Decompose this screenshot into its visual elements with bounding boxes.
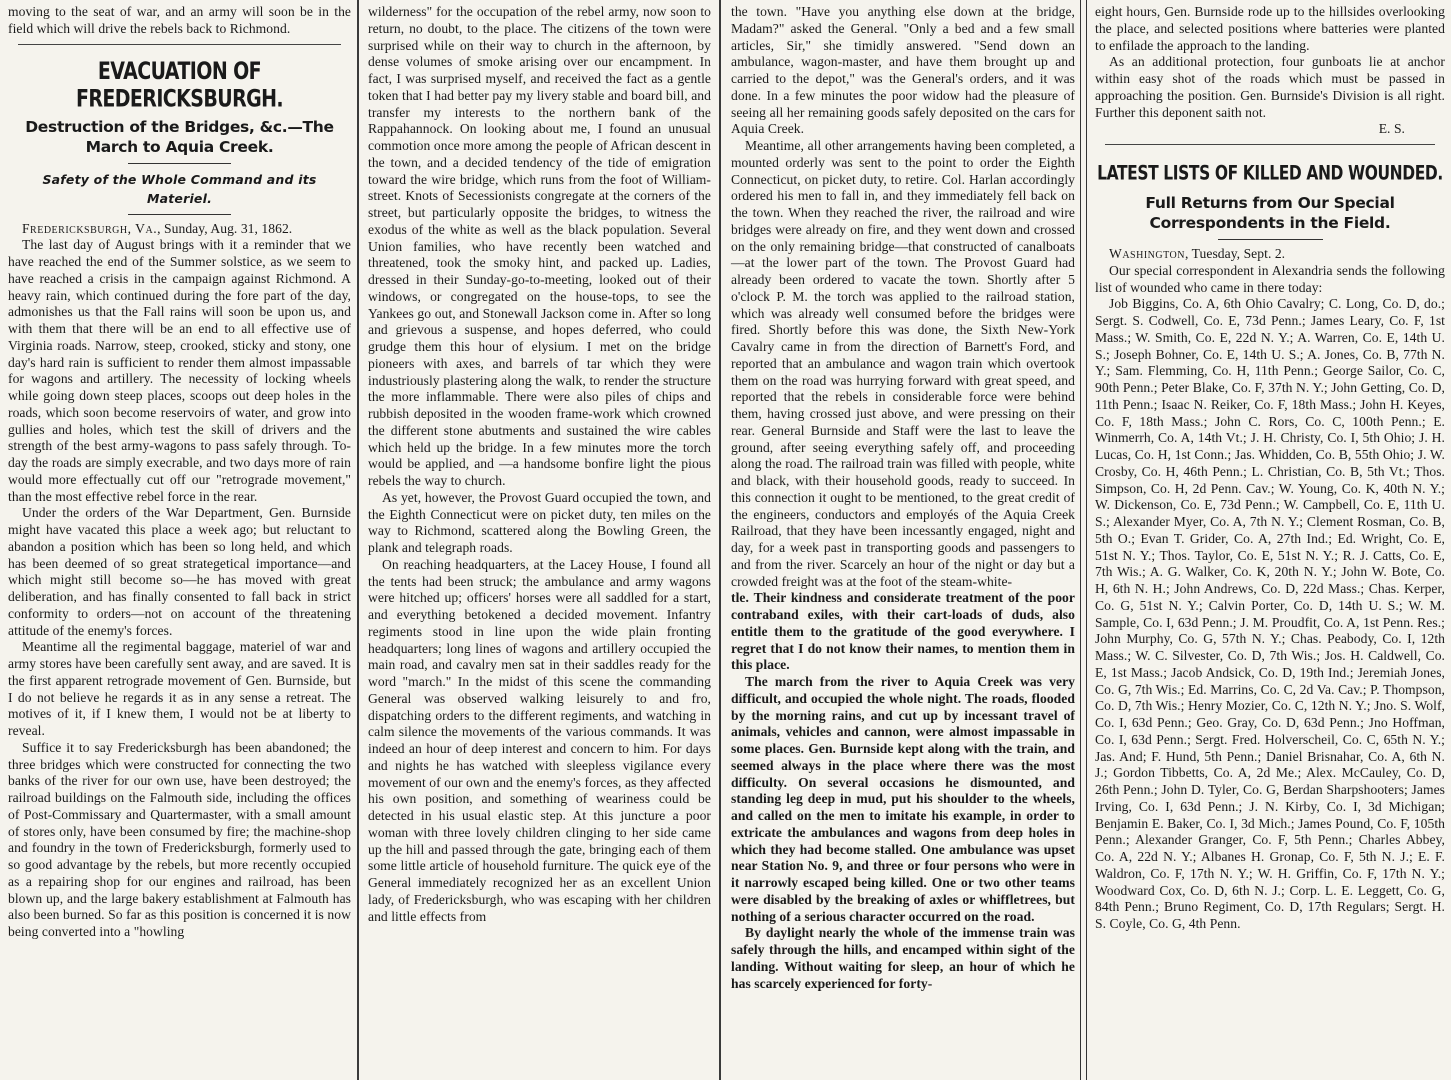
article-headline: EVACUATION OF FREDERICKSBURGH. <box>75 57 284 112</box>
article-paragraph: Under the orders of the War Department, Gen. Burnside might have vacated this place a week ago; but reluctant to abandon a position which has been so long held, and which has been deemed of so great strategetical importance—and which might still become so—he has moved with great deliberation, and has finally consented to fall back in strict conformity to orders—not on account of the threatening attitude of the enemy's forces. <box>8 505 351 638</box>
dateline <box>8 221 351 238</box>
article-paragraph: Our special correspondent in Alexandria sends the following list of wounded who came in there today: <box>1095 262 1445 295</box>
dateline <box>1095 246 1445 263</box>
deck-rule <box>1218 239 1323 240</box>
article-paragraph: As an additional protection, four gunboats lie at anchor within easy shot of the roads which must be passed in approaching the position. Gen. Burnside's Division is all right. Further this deponent saith not. <box>1095 54 1445 120</box>
column-rule-double <box>1080 0 1087 1080</box>
article-paragraph: Suffice it to say Fredericksburgh has been abandoned; the three bridges which were constructed for connecting the two banks of the river for our own use, have been destroyed; the railroad buildings on the Falmouth side, including the offices of Post-Commissary and Quartermaster, with a small amount of stores only, have been consumed by fire; the machine-shop and foundry in the town of Fredericksburgh, formerly used to so good advantage by the rebels, but more recently occupied as a repairing shop for our engines and railroad, has been blown up, and the large bakery establishment at Falmouth has also been burned. So far as this position is concerned it is now being converted into a "howling <box>8 739 351 939</box>
column-rule <box>357 0 359 1080</box>
article-deck: Destruction of the Bridges, &c.—The March to Aquia Creek. <box>25 117 334 156</box>
article-paragraph-bold: The march from the river to Aquia Creek was very difficult, and occupied the whole night. The roads, flooded by the morning rains, and cut up by incessant travel of animals, vehicles and cannon, were almost impassable in some places. Gen. Burnside kept along with the train, and seemed always in the place where there was the most difficulty. On several occasions he dismounted, and standing leg deep in mud, put his shoulder to the wheels, and called on the men to imitate his example, in order to extricate the ambulances and wagons from deep holes in which they had become stalled. One ambulance was upset near Station No. 9, and three or four persons who were in it narrowly escaped being killed. One or two other teams were disabled by the breaking of axles or whiffletrees, but nothing of a serious character occurred on the road. <box>731 674 1075 924</box>
article-deck: Full Returns from Our Special Correspondents in the Field. <box>1145 194 1395 232</box>
column-separator <box>1105 144 1435 145</box>
column-1 <box>0 0 357 1080</box>
column-3 <box>723 0 1081 1080</box>
article-paragraph: As yet, however, the Provost Guard occupied the town, and the Eighth Connecticut were on picket duty, ten miles on the way to Richmond, scattered along the Bowling Green, the plank and telegraph roads. <box>368 489 711 555</box>
column-separator <box>18 44 341 45</box>
article-paragraph: the town. "Have you anything else down at the bridge, Madam?" asked the General. "Only a bed and a few small articles, Sir," she timidly answered. "Send down an ambulance, wagon-master, and have them brought up and carried to the depot," was the General's orders, and it was done. In a few minutes the poor widow had the pleasure of seeing all her remaining goods safely deposited on the cars for Aquia Creek. <box>731 4 1075 137</box>
dateline-place: Washington <box>1109 246 1185 261</box>
article-paragraph: wilderness" for the occupation of the rebel army, now soon to return, no doubt, to the place. The citizens of the town were surprised while on their way to church in the afternoon, by dense volumes of smoke arising over our encampment. In fact, I was surprised myself, and received the fact as a gentle token that I had better pay my livery stable and board bill, and transfer my interests to the northern bank of the Rappahannock. On looking about me, I found an unusual commotion once more among the people of African descent in the town, and a decided tendency of the tide of emigration toward the wire bridge, which runs from the foot of William-street. Knots of Secessionists congregate at the corners of the street, but particularly opposite the bridges, to witness the exodus of the white as well as the black population. Several Union families, who have recently been watched and threatened, took the smoky hint, and packed up. Ladies, dressed in their Sunday-go-to-meeting, looked out of their windows, or congregated on the house-tops, to see the Yankees go out, and Stonewall Jackson come in. After so long and grievous a suspense, and hopes deferred, who could grudge them this hour of elysium. I met on the bridge pioneers with axes, and barrels of tar which they were industriously plastering along the walk, to render the structure the more inflammable. There were also piles of chips and rubbish deposited in the wooden frame-work which crowned the different stone abutments and sustained the wire cables which held up the bridge. In a few minutes more the torch would be applied, and —a handsome bonfire light the pious rebels the way to church. <box>368 4 711 488</box>
article-paragraph-bold: tle. Their kindness and considerate treatment of the poor contraband exiles, with their cart-loads of duds, also entitle them to the gratitude of the good everywhere. I regret that I do not know their names, to mention them in this place. <box>731 590 1075 673</box>
article-signoff: E. S. <box>1378 121 1405 137</box>
article-paragraph-bold: By daylight nearly the whole of the immense train was safely through the hills, and encamped within sight of the landing. Without waiting for sleep, an hour of which he has scarcely experienced for forty- <box>731 925 1075 991</box>
column-2 <box>360 0 717 1080</box>
article-paragraph: Meantime, all other arrangements having been completed, a mounted orderly was sent to the point to order the Eighth Connecticut, on picket duty, to retire. Col. Harlan accordingly ordered his men to fall in, and they immediately fell back on the town. When they reached the river, the railroad and wire bridges were already on fire, and they went down and crossed on the only remaining bridge—that constructed of canalboats—at the lower part of the town. The Provost Guard had already been ordered to vacate the town. Shortly after 5 o'clock P. M. the torch was applied to the railroad station, which was already well consumed before the bridges were fired. Shortly before this was done, the Sixth New-York Cavalry came in from the direction of Barnett's Ford, and reported that an ambulance and wagon train which overtook them on the road was hurrying forward with great speed, and reported that the rebels in considerable force were behind them, having crossed just above, and were pressing on their rear. General Burnside and Staff were the last to leave the ground, after seeing everything safely off, and proceeding along the road. The railroad train was filled with people, white and black, with their household goods, ready to succeed. In this connection it ought to be mentioned, to the great credit of the engineers, conductors and employés of the Aquia Creek Railroad, that they have been incessantly engaged, night and day, for a week past in transporting goods and passengers to and from the river. Scarcely an hour of the night or day but a crowded freight was at the foot of the steam-white- <box>731 138 1075 589</box>
dateline-date: , Tuesday, Sept. 2. <box>1184 246 1286 261</box>
dateline-place: Fredericksburgh, Va. <box>22 220 158 236</box>
deck-rule <box>128 163 231 164</box>
article-paragraph: Meantime all the regimental baggage, materiel of war and army stores have been carefully sent away, and are saved. It is the first apparent retrograde movement of Gen. Burnside, but I do not believe he regards it as in any sense a retreat. The motives of it, if I knew them, I would not be at liberty to reveal. <box>8 639 351 738</box>
continued-paragraph: moving to the seat of war, and an army will soon be in the field which will drive the rebels back to Richmond. <box>8 4 351 36</box>
article-paragraph: On reaching headquarters, at the Lacey House, I found all the tents had been struck; the ambulance and army wagons were hitched up; officers' horses were all saddled for a start, and everything betokened a decided movement. Infantry regiments stood in line upon the wide plain fronting headquarters; long lines of wagons and artillery occupied the main road, and cavalry men sat in their saddles ready for the word "march." In the midst of this scene the commanding General was observed walking leisurely to and fro, dispatching orders to the different regiments, and watching in calm silence the movements of the various commands. It was indeed an hour of deep interest and concern to him. For days and nights he has watched with sleepless vigilance every movement of our own and the enemy's forces, as they affected his own position, and something of weariness could be detected in his usual elastic step. At this juncture a poor woman with three lovely children clinging to her side came up the hill and passed through the gate, bringing each of them some little article of household furniture. The quick eye of the General immediately recognized her as an excellent Union lady, of Fredericksburgh, who was escaping with her children and little effects from <box>368 556 711 924</box>
deck-rule <box>128 214 231 215</box>
article-headline: LATEST LISTS OF KILLED AND WOUNDED. <box>1097 161 1443 185</box>
dateline-date: , Sunday, Aug. 31, 1862. <box>157 220 293 236</box>
casualty-list: Job Biggins, Co. A, 6th Ohio Cavalry; C. Long, Co. D, do.; Sergt. S. Codwell, Co. E, 73d Penn.; James Leary, Co. F, 1st Mass.; W. Smith, Co. E, 22d N. Y.; A. Warren, Co. E, 14th U. S.; Joseph Bohner, Co. E, 14th U. S.; A. Jones, Co. B, 77th N. Y.; Sam. Flemming, Co. H, 11th Penn.; George Sailor, Co. C, 90th Penn.; Peter Blake, Co. F, 37th N. Y.; John Getting, Co. D, 11th Penn.; Isaac N. Reiker, Co. F, 18th Mass.; John H. Keyes, Co. F, 18th Mass.; John C. Rors, Co. C, 100th Penn.; E. Winmerrh, Co. A, 14th Vt.; J. H. Christy, Co. I, 5th Ohio; J. H. Lucas, Co. H, 1st Conn.; Jas. Whidden, Co. B, 55th Ohio; J. W. Crosby, Co. H, 46th Penn.; L. Christian, Co. B, 5th Vt.; Thos. Simpson, Co. H, 2d Penn. Cav.; W. Young, Co. K, 40th N. Y.; W. Dickenson, Co. E, 73d Penn.; W. Campbell, Co. E, 11th U. S.; Alexander Myer, Co. A, 7th N. Y.; Clement Rosman, Co. B, 5th O.; Evan T. Grider, Co. A, 27th Ind.; Ed. Wright, Co. E, 51st N. Y.; Thos. Taylor, Co. E, 51st N. Y.; R. J. Catts, Co. E, 7th Wis.; A. G. Walker, Co. K, 20th N. Y.; John W. Bote, Co. H, 6th N. H.; John Andrews, Co. D, 22d Mass.; Chas. Kerper, Co. G, 51st N. Y.; Calvin Porter, Co. D, 14th U. S.; W. M. Sample, Co. I, 63d Penn.; J. M. Proudfit, Co. A, 1st Penn. Res.; John Murphy, Co. G, 57th N. Y.; Chas. Peabody, Co. I, 12th Mass.; W. C. Silvester, Co. D, 7th Wis.; Jos. H. Caldwell, Co. E, 1st Mass.; Jacob Andsick, Co. D, 19th Ind.; Jeremiah Jones, Co. G, 7th Wis.; Ed. Marrins, Co. C, 2d Va. Cav.; P. Thompson, Co. D, 7th Wis.; Henry Mozier, Co. C, 12th N. Y.; Jno. S. Wolf, Co. I, 63d Penn.; Geo. Gray, Co. D, 63d Penn.; Jno Hoffman, Co. I, 63d Penn.; Sergt. Fred. Holverscheil, Co. C, 65th N. Y.; Jas. And; F. Hund, 5th Penn.; Daniel Brisnahar, Co. A, 6th N. J.; Gordon Tibbetts, Co. A, 2d Me.; Alex. McCauley, Co. D, 26th Penn.; John D. Tyler, Co. G, Berdan Sharpshooters; James Irving, Co. I, 63d Penn.; J. N. Kirby, Co. I, 3d Michigan; Benjamin E. Baker, Co. I, 3d Mich.; James Pound, Co. F, 105th Penn.; Alexander Granger, Co. F, 5th Penn.; Charles Abbey, Co. A, 22d N. Y.; Albanes H. Gronap, Co. F, 5th N. J.; E. F. Waldron, Co. F, 17th N. Y.; W. H. Griffin, Co. F, 17th N. Y.; Woodward Cox, Co. D, 6th N. J.; Corp. L. E. Leggett, Co. G, 84th Penn.; Bruno Regiment, Co. D, 17th Regulars; Sergt. H. S. Coyle, Co. G, 4th Penn. <box>1095 296 1445 931</box>
article-paragraph: The last day of August brings with it a reminder that we have reached the end of the Summer solstice, as we seem to have reached a crisis in the campaign against Richmond. A heavy rain, which continued during the fore part of the day, admonishes us that the Fall rains will soon be upon us, and with them that there will be an end to all effective use of Virginia roads. Narrow, steep, crooked, sticky and stony, one day's hard rain is sufficient to render them almost impassable for wagons and artillery. The necessity of locking wheels while going down steep places, scoops out deep holes in the roads, which soon become reservoirs of water, and grow into gullies and holes, which test the skill of drivers and the strength of the best army-wagons to pass safely through. To-day the roads are simply execrable, and two days more of rain would more effectually cut off our "retrograde movement," than the most effective rebel force in the rear. <box>8 237 351 504</box>
column-rule <box>719 0 721 1080</box>
article-subdeck: Safety of the Whole Command and its Materiel. <box>42 171 317 206</box>
article-paragraph: eight hours, Gen. Burnside rode up to the hillsides overlooking the place, and selected positions where batteries were planted to enfilade the approach to the landing. <box>1095 4 1445 53</box>
column-4 <box>1087 0 1451 1080</box>
